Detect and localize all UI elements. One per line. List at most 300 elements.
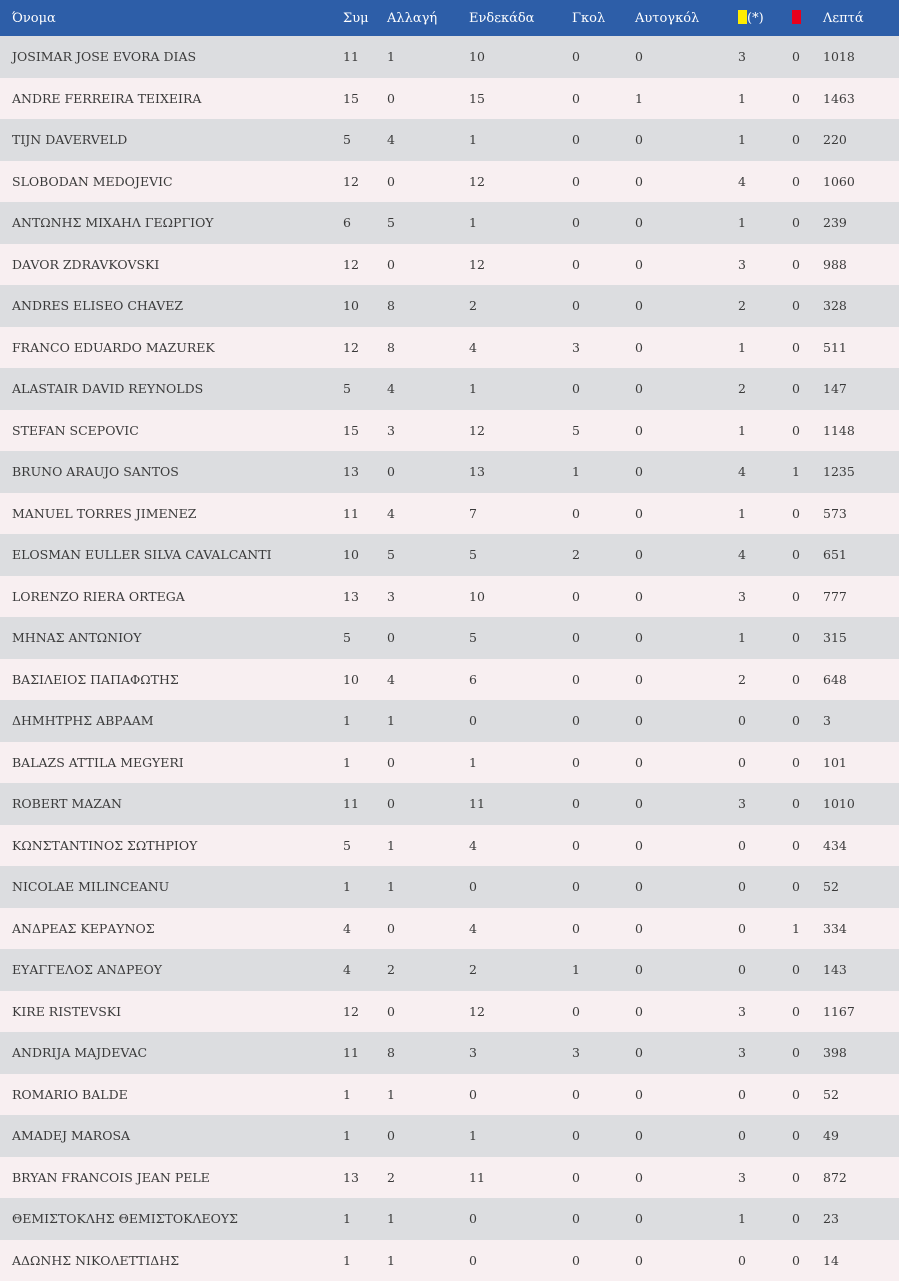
player-name-cell[interactable]: AMADEJ MAROSA xyxy=(0,1115,343,1157)
table-row xyxy=(0,534,899,576)
lineup-cell: 11 xyxy=(469,1157,572,1199)
red-cards-cell: 0 xyxy=(792,1032,823,1074)
goals-cell: 0 xyxy=(572,78,635,120)
player-name-cell[interactable]: BALAZS ATTILA MEGYERI xyxy=(0,742,343,784)
subs-cell: 4 xyxy=(387,493,469,535)
table-row xyxy=(0,202,899,244)
minutes-cell: 1010 xyxy=(823,783,899,825)
goals-cell: 0 xyxy=(572,1198,635,1240)
minutes-cell: 52 xyxy=(823,1074,899,1116)
own-goals-cell: 0 xyxy=(635,410,738,452)
own-goals-cell: 0 xyxy=(635,327,738,369)
lineup-cell: 5 xyxy=(469,534,572,576)
apps-cell: 12 xyxy=(343,161,387,203)
own-goals-cell: 0 xyxy=(635,617,738,659)
red-cards-cell: 1 xyxy=(792,451,823,493)
player-name-cell[interactable]: ALASTAIR DAVID REYNOLDS xyxy=(0,368,343,410)
own-goals-cell: 0 xyxy=(635,1115,738,1157)
yellow-cards-cell: 0 xyxy=(738,908,792,950)
yellow-cards-cell: 2 xyxy=(738,659,792,701)
red-cards-cell: 0 xyxy=(792,576,823,618)
subs-cell: 8 xyxy=(387,327,469,369)
apps-cell: 1 xyxy=(343,1074,387,1116)
subs-cell: 2 xyxy=(387,949,469,991)
player-name-cell[interactable]: ΒΑΣΙΛΕΙΟΣ ΠΑΠΑΦΩΤΗΣ xyxy=(0,659,343,701)
lineup-cell: 7 xyxy=(469,493,572,535)
player-name-cell[interactable]: NICOLAE MILINCEANU xyxy=(0,866,343,908)
column-header-minutes[interactable]: Λεπτά xyxy=(823,0,899,36)
subs-cell: 1 xyxy=(387,866,469,908)
subs-cell: 5 xyxy=(387,202,469,244)
goals-cell: 0 xyxy=(572,1115,635,1157)
minutes-cell: 52 xyxy=(823,866,899,908)
goals-cell: 0 xyxy=(572,617,635,659)
yellow-cards-cell: 3 xyxy=(738,991,792,1033)
player-name-cell[interactable]: BRYAN FRANCOIS JEAN PELE xyxy=(0,1157,343,1199)
subs-cell: 1 xyxy=(387,36,469,78)
subs-cell: 0 xyxy=(387,742,469,784)
apps-cell: 1 xyxy=(343,866,387,908)
player-name-cell[interactable]: TIJN DAVERVELD xyxy=(0,119,343,161)
table-row xyxy=(0,1157,899,1199)
own-goals-cell: 0 xyxy=(635,1157,738,1199)
lineup-cell: 13 xyxy=(469,451,572,493)
goals-cell: 0 xyxy=(572,493,635,535)
goals-cell: 0 xyxy=(572,1157,635,1199)
apps-cell: 1 xyxy=(343,1240,387,1281)
column-header-goals[interactable]: Γκολ xyxy=(572,0,635,36)
yellow-cards-cell: 0 xyxy=(738,866,792,908)
player-name-cell[interactable]: ANDRES ELISEO CHAVEZ xyxy=(0,285,343,327)
goals-cell: 0 xyxy=(572,119,635,161)
own-goals-cell: 0 xyxy=(635,783,738,825)
red-cards-cell: 0 xyxy=(792,161,823,203)
player-name-cell[interactable]: ΑΝΤΩΝΗΣ ΜΙΧΑΗΛ ΓΕΩΡΓΙΟΥ xyxy=(0,202,343,244)
red-cards-cell: 0 xyxy=(792,700,823,742)
player-name-cell[interactable]: ΔΗΜΗΤΡΗΣ ΑΒΡΑΑΜ xyxy=(0,700,343,742)
red-cards-cell: 0 xyxy=(792,949,823,991)
apps-cell: 13 xyxy=(343,1157,387,1199)
minutes-cell: 23 xyxy=(823,1198,899,1240)
minutes-cell: 988 xyxy=(823,244,899,286)
table-row xyxy=(0,617,899,659)
minutes-cell: 1018 xyxy=(823,36,899,78)
table-row xyxy=(0,327,899,369)
goals-cell: 0 xyxy=(572,576,635,618)
yellow-cards-cell: 1 xyxy=(738,1198,792,1240)
goals-cell: 0 xyxy=(572,908,635,950)
table-row xyxy=(0,410,899,452)
yellow-cards-cell: 1 xyxy=(738,410,792,452)
own-goals-cell: 0 xyxy=(635,161,738,203)
yellow-cards-cell: 0 xyxy=(738,949,792,991)
player-name-cell[interactable]: ANDRIJA MAJDEVAC xyxy=(0,1032,343,1074)
table-row xyxy=(0,285,899,327)
column-header-lineup[interactable]: Ενδεκάδα xyxy=(469,0,572,36)
own-goals-cell: 0 xyxy=(635,659,738,701)
column-header-red-cards[interactable] xyxy=(792,0,823,36)
subs-cell: 3 xyxy=(387,576,469,618)
subs-cell: 0 xyxy=(387,244,469,286)
table-row xyxy=(0,1032,899,1074)
minutes-cell: 315 xyxy=(823,617,899,659)
red-cards-cell: 0 xyxy=(792,825,823,867)
yellow-cards-cell: 1 xyxy=(738,78,792,120)
table-row xyxy=(0,1198,899,1240)
player-name-cell[interactable]: SLOBODAN MEDOJEVIC xyxy=(0,161,343,203)
subs-cell: 4 xyxy=(387,659,469,701)
subs-cell: 5 xyxy=(387,534,469,576)
lineup-cell: 0 xyxy=(469,1240,572,1281)
yellow-cards-cell: 4 xyxy=(738,161,792,203)
own-goals-cell: 0 xyxy=(635,119,738,161)
minutes-cell: 573 xyxy=(823,493,899,535)
red-cards-cell: 0 xyxy=(792,1240,823,1281)
apps-cell: 15 xyxy=(343,78,387,120)
subs-cell: 0 xyxy=(387,908,469,950)
yellow-cards-cell: 3 xyxy=(738,783,792,825)
red-cards-cell: 0 xyxy=(792,119,823,161)
minutes-cell: 872 xyxy=(823,1157,899,1199)
own-goals-cell: 0 xyxy=(635,285,738,327)
minutes-cell: 334 xyxy=(823,908,899,950)
minutes-cell: 651 xyxy=(823,534,899,576)
subs-cell: 1 xyxy=(387,1240,469,1281)
own-goals-cell: 0 xyxy=(635,368,738,410)
apps-cell: 13 xyxy=(343,451,387,493)
yellow-cards-cell: 1 xyxy=(738,119,792,161)
subs-cell: 8 xyxy=(387,285,469,327)
red-cards-cell: 0 xyxy=(792,866,823,908)
player-name-cell[interactable]: MANUEL TORRES JIMENEZ xyxy=(0,493,343,535)
apps-cell: 4 xyxy=(343,908,387,950)
table-row xyxy=(0,451,899,493)
minutes-cell: 1060 xyxy=(823,161,899,203)
yellow-cards-cell: 3 xyxy=(738,1032,792,1074)
yellow-cards-cell: 3 xyxy=(738,576,792,618)
player-name-cell[interactable]: ANDRE FERREIRA TEIXEIRA xyxy=(0,78,343,120)
red-cards-cell: 0 xyxy=(792,659,823,701)
yellow-cards-cell: 1 xyxy=(738,202,792,244)
own-goals-cell: 0 xyxy=(635,576,738,618)
red-cards-cell: 0 xyxy=(792,493,823,535)
yellow-cards-cell: 1 xyxy=(738,493,792,535)
table-row xyxy=(0,659,899,701)
minutes-cell: 101 xyxy=(823,742,899,784)
player-name-cell[interactable]: ΘΕΜΙΣΤΟΚΛΗΣ ΘΕΜΙΣΤΟΚΛΕΟΥΣ xyxy=(0,1198,343,1240)
goals-cell: 0 xyxy=(572,866,635,908)
lineup-cell: 11 xyxy=(469,783,572,825)
lineup-cell: 12 xyxy=(469,161,572,203)
red-cards-cell: 0 xyxy=(792,1198,823,1240)
own-goals-cell: 1 xyxy=(635,78,738,120)
subs-cell: 0 xyxy=(387,991,469,1033)
apps-cell: 10 xyxy=(343,659,387,701)
red-cards-cell: 0 xyxy=(792,36,823,78)
lineup-cell: 1 xyxy=(469,119,572,161)
apps-cell: 1 xyxy=(343,700,387,742)
yellow-cards-cell: 3 xyxy=(738,1157,792,1199)
column-header-subs[interactable]: Αλλαγή xyxy=(387,0,469,36)
apps-cell: 11 xyxy=(343,493,387,535)
lineup-cell: 6 xyxy=(469,659,572,701)
own-goals-cell: 0 xyxy=(635,825,738,867)
minutes-cell: 648 xyxy=(823,659,899,701)
lineup-cell: 0 xyxy=(469,866,572,908)
minutes-cell: 328 xyxy=(823,285,899,327)
apps-cell: 6 xyxy=(343,202,387,244)
goals-cell: 0 xyxy=(572,825,635,867)
subs-cell: 4 xyxy=(387,368,469,410)
apps-cell: 5 xyxy=(343,119,387,161)
table-row xyxy=(0,949,899,991)
red-cards-cell: 0 xyxy=(792,783,823,825)
subs-cell: 0 xyxy=(387,451,469,493)
yellow-cards-cell: 2 xyxy=(738,368,792,410)
apps-cell: 11 xyxy=(343,783,387,825)
player-name-cell[interactable]: ΜΗΝΑΣ ΑΝΤΩΝΙΟΥ xyxy=(0,617,343,659)
lineup-cell: 1 xyxy=(469,1115,572,1157)
red-cards-cell: 0 xyxy=(792,368,823,410)
player-name-cell[interactable]: ΚΩΝΣΤΑΝΤΙΝΟΣ ΣΩΤΗΡΙΟΥ xyxy=(0,825,343,867)
own-goals-cell: 0 xyxy=(635,493,738,535)
minutes-cell: 1235 xyxy=(823,451,899,493)
player-name-cell[interactable]: STEFAN SCEPOVIC xyxy=(0,410,343,452)
goals-cell: 1 xyxy=(572,949,635,991)
lineup-cell: 10 xyxy=(469,576,572,618)
minutes-cell: 143 xyxy=(823,949,899,991)
subs-cell: 1 xyxy=(387,1074,469,1116)
table-row xyxy=(0,700,899,742)
apps-cell: 10 xyxy=(343,534,387,576)
header-row xyxy=(0,0,899,36)
minutes-cell: 434 xyxy=(823,825,899,867)
subs-cell: 0 xyxy=(387,78,469,120)
goals-cell: 2 xyxy=(572,534,635,576)
yellow-card-icon xyxy=(738,10,747,24)
red-cards-cell: 0 xyxy=(792,534,823,576)
apps-cell: 15 xyxy=(343,410,387,452)
yellow-cards-cell: 1 xyxy=(738,617,792,659)
subs-cell: 0 xyxy=(387,783,469,825)
table-row xyxy=(0,36,899,78)
lineup-cell: 0 xyxy=(469,700,572,742)
own-goals-cell: 0 xyxy=(635,1198,738,1240)
yellow-cards-cell: 3 xyxy=(738,244,792,286)
minutes-cell: 220 xyxy=(823,119,899,161)
subs-cell: 0 xyxy=(387,161,469,203)
minutes-cell: 14 xyxy=(823,1240,899,1281)
goals-cell: 0 xyxy=(572,244,635,286)
minutes-cell: 49 xyxy=(823,1115,899,1157)
goals-cell: 0 xyxy=(572,161,635,203)
subs-cell: 1 xyxy=(387,1198,469,1240)
player-name-cell[interactable]: ROBERT MAZAN xyxy=(0,783,343,825)
player-name-cell[interactable]: ΑΔΩΝΗΣ ΝΙΚΟΛΕΤΤΙΔΗΣ xyxy=(0,1240,343,1281)
minutes-cell: 398 xyxy=(823,1032,899,1074)
apps-cell: 12 xyxy=(343,991,387,1033)
table-row xyxy=(0,493,899,535)
lineup-cell: 15 xyxy=(469,78,572,120)
apps-cell: 12 xyxy=(343,244,387,286)
red-cards-cell: 0 xyxy=(792,410,823,452)
lineup-cell: 4 xyxy=(469,825,572,867)
lineup-cell: 3 xyxy=(469,1032,572,1074)
yellow-cards-cell: 0 xyxy=(738,700,792,742)
goals-cell: 0 xyxy=(572,742,635,784)
minutes-cell: 1148 xyxy=(823,410,899,452)
table-row xyxy=(0,825,899,867)
goals-cell: 0 xyxy=(572,700,635,742)
red-cards-cell: 0 xyxy=(792,991,823,1033)
subs-cell: 4 xyxy=(387,119,469,161)
goals-cell: 0 xyxy=(572,783,635,825)
goals-cell: 3 xyxy=(572,1032,635,1074)
yellow-cards-cell: 3 xyxy=(738,36,792,78)
red-card-icon xyxy=(792,10,801,24)
table-row xyxy=(0,1115,899,1157)
goals-cell: 0 xyxy=(572,202,635,244)
apps-cell: 5 xyxy=(343,617,387,659)
subs-cell: 1 xyxy=(387,700,469,742)
own-goals-cell: 0 xyxy=(635,451,738,493)
subs-cell: 0 xyxy=(387,617,469,659)
lineup-cell: 12 xyxy=(469,410,572,452)
minutes-cell: 3 xyxy=(823,700,899,742)
goals-cell: 0 xyxy=(572,368,635,410)
column-header-yellow-cards[interactable] xyxy=(738,0,792,36)
apps-cell: 5 xyxy=(343,368,387,410)
minutes-cell: 239 xyxy=(823,202,899,244)
own-goals-cell: 0 xyxy=(635,866,738,908)
apps-cell: 1 xyxy=(343,742,387,784)
table-row xyxy=(0,866,899,908)
table-row xyxy=(0,119,899,161)
lineup-cell: 2 xyxy=(469,285,572,327)
table-row xyxy=(0,368,899,410)
apps-cell: 11 xyxy=(343,36,387,78)
lineup-cell: 1 xyxy=(469,742,572,784)
yellow-cards-cell: 4 xyxy=(738,451,792,493)
own-goals-cell: 0 xyxy=(635,36,738,78)
apps-cell: 5 xyxy=(343,825,387,867)
apps-cell: 13 xyxy=(343,576,387,618)
player-name-cell[interactable]: ΕΥΑΓΓΕΛΟΣ ΑΝΔΡΕΟΥ xyxy=(0,949,343,991)
player-name-cell[interactable]: KIRE RISTEVSKI xyxy=(0,991,343,1033)
goals-cell: 3 xyxy=(572,327,635,369)
red-cards-cell: 0 xyxy=(792,742,823,784)
goals-cell: 0 xyxy=(572,1240,635,1281)
lineup-cell: 1 xyxy=(469,368,572,410)
yellow-cards-cell: 0 xyxy=(738,1074,792,1116)
red-cards-cell: 1 xyxy=(792,908,823,950)
player-name-cell[interactable]: BRUNO ARAUJO SANTOS xyxy=(0,451,343,493)
yellow-cards-cell: 0 xyxy=(738,1115,792,1157)
lineup-cell: 1 xyxy=(469,202,572,244)
table-row xyxy=(0,1240,899,1281)
player-name-cell[interactable]: DAVOR ZDRAVKOVSKI xyxy=(0,244,343,286)
apps-cell: 10 xyxy=(343,285,387,327)
red-cards-cell: 0 xyxy=(792,617,823,659)
apps-cell: 11 xyxy=(343,1032,387,1074)
lineup-cell: 4 xyxy=(469,908,572,950)
red-cards-cell: 0 xyxy=(792,244,823,286)
red-cards-cell: 0 xyxy=(792,1074,823,1116)
column-header-own-goals[interactable]: Αυτογκόλ xyxy=(635,0,738,36)
column-header-apps[interactable]: Συμ xyxy=(343,0,387,36)
own-goals-cell: 0 xyxy=(635,534,738,576)
own-goals-cell: 0 xyxy=(635,1240,738,1281)
player-name-cell[interactable]: LORENZO RIERA ORTEGA xyxy=(0,576,343,618)
minutes-cell: 1463 xyxy=(823,78,899,120)
player-name-cell[interactable]: JOSIMAR JOSE EVORA DIAS xyxy=(0,36,343,78)
subs-cell: 8 xyxy=(387,1032,469,1074)
goals-cell: 0 xyxy=(572,1074,635,1116)
table-row xyxy=(0,742,899,784)
goals-cell: 1 xyxy=(572,451,635,493)
column-header-name[interactable]: Όνομα xyxy=(0,0,343,36)
goals-cell: 0 xyxy=(572,991,635,1033)
own-goals-cell: 0 xyxy=(635,1032,738,1074)
minutes-cell: 1167 xyxy=(823,991,899,1033)
goals-cell: 0 xyxy=(572,659,635,701)
own-goals-cell: 0 xyxy=(635,244,738,286)
player-name-cell[interactable]: ELOSMAN EULLER SILVA CAVALCANTI xyxy=(0,534,343,576)
apps-cell: 1 xyxy=(343,1198,387,1240)
red-cards-cell: 0 xyxy=(792,1115,823,1157)
apps-cell: 12 xyxy=(343,327,387,369)
subs-cell: 0 xyxy=(387,1115,469,1157)
minutes-cell: 511 xyxy=(823,327,899,369)
yellow-cards-cell: 0 xyxy=(738,1240,792,1281)
table-row xyxy=(0,783,899,825)
own-goals-cell: 0 xyxy=(635,742,738,784)
minutes-cell: 777 xyxy=(823,576,899,618)
yellow-cards-cell: 2 xyxy=(738,285,792,327)
own-goals-cell: 0 xyxy=(635,1074,738,1116)
lineup-cell: 2 xyxy=(469,949,572,991)
yellow-cards-cell: 1 xyxy=(738,327,792,369)
lineup-cell: 12 xyxy=(469,991,572,1033)
lineup-cell: 12 xyxy=(469,244,572,286)
red-cards-cell: 0 xyxy=(792,327,823,369)
own-goals-cell: 0 xyxy=(635,908,738,950)
subs-cell: 1 xyxy=(387,825,469,867)
goals-cell: 5 xyxy=(572,410,635,452)
own-goals-cell: 0 xyxy=(635,202,738,244)
table-header xyxy=(0,0,899,36)
yellow-cards-cell: 4 xyxy=(738,534,792,576)
own-goals-cell: 0 xyxy=(635,991,738,1033)
subs-cell: 3 xyxy=(387,410,469,452)
goals-cell: 0 xyxy=(572,36,635,78)
player-name-cell[interactable]: ΑΝΔΡΕΑΣ ΚΕΡΑΥΝΟΣ xyxy=(0,908,343,950)
player-name-cell[interactable]: ROMARIO BALDE xyxy=(0,1074,343,1116)
table-row xyxy=(0,244,899,286)
table-body xyxy=(0,36,899,1281)
lineup-cell: 4 xyxy=(469,327,572,369)
yellow-card-suffix: (*) xyxy=(747,11,764,26)
lineup-cell: 10 xyxy=(469,36,572,78)
table-row xyxy=(0,1074,899,1116)
red-cards-cell: 0 xyxy=(792,202,823,244)
table-row xyxy=(0,908,899,950)
red-cards-cell: 0 xyxy=(792,1157,823,1199)
red-cards-cell: 0 xyxy=(792,78,823,120)
player-name-cell[interactable]: FRANCO EDUARDO MAZUREK xyxy=(0,327,343,369)
own-goals-cell: 0 xyxy=(635,949,738,991)
lineup-cell: 5 xyxy=(469,617,572,659)
